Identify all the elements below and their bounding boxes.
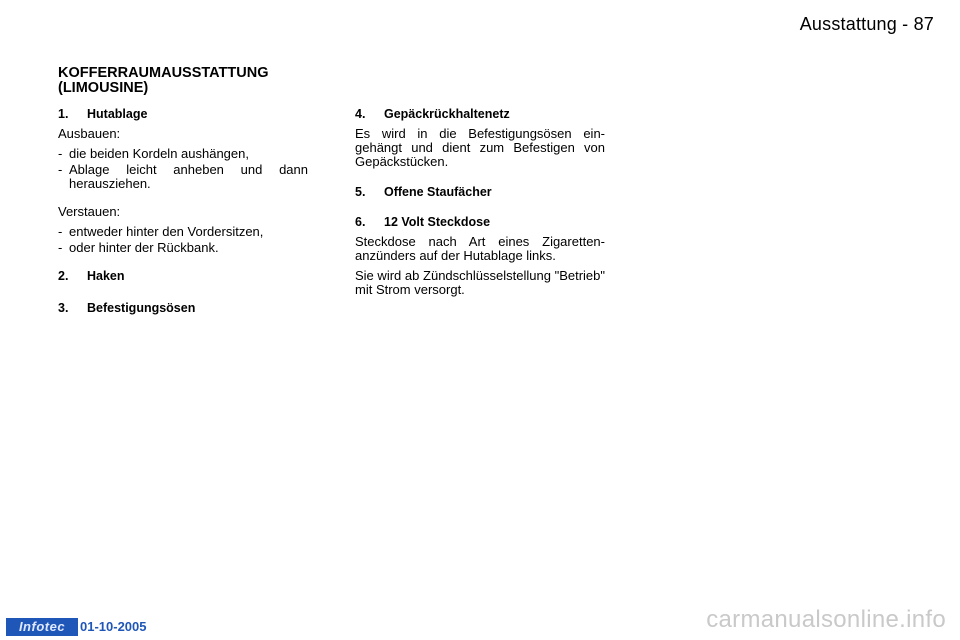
item-4-title: Gepäckrückhaltenetz xyxy=(384,107,510,121)
item-2-heading xyxy=(58,269,308,283)
item-3-number: 3. xyxy=(58,301,69,315)
remove-step-text: Ablage leicht anheben und dann herausziehen. xyxy=(69,162,308,191)
dash-marker: - xyxy=(58,162,63,177)
store-step-text: oder hinter der Rückbank. xyxy=(69,240,219,255)
section-title-line1: KOFFERRAUMAUSSTATTUNG xyxy=(58,65,269,81)
item-2-number: 2. xyxy=(58,269,69,283)
item-4-number: 4. xyxy=(355,107,366,121)
watermark: carmanualsonline.info xyxy=(706,606,946,633)
store-label: Verstauen: xyxy=(58,204,121,219)
store-step-text: entweder hinter den Vordersitzen, xyxy=(69,224,264,239)
item-6-number: 6. xyxy=(355,215,366,229)
remove-label: Ausbauen: xyxy=(58,126,121,141)
right-column xyxy=(355,107,605,303)
page-header: Ausstattung - 87 xyxy=(799,14,934,34)
item-3-heading xyxy=(58,301,308,315)
item-4-text: Es wird in die Befestigungsösen ein-gehängt und dient zum Befestigen von Gepäckstücken. xyxy=(355,126,605,169)
item-2-title: Haken xyxy=(87,269,125,283)
item-1-heading xyxy=(58,107,308,121)
section-title-line2: (LIMOUSINE) xyxy=(58,80,149,96)
item-6-heading xyxy=(355,215,605,229)
item-6-text-2: Sie wird ab Zündschlüsselstellung "Betrieb" mit Strom versorgt. xyxy=(355,268,605,297)
footer-date: 01-10-2005 xyxy=(80,619,147,634)
item-1-title: Hutablage xyxy=(87,107,148,121)
item-6-title: 12 Volt Steckdose xyxy=(384,215,491,229)
dash-marker: - xyxy=(58,224,63,239)
remove-step xyxy=(58,163,308,191)
item-1-number: 1. xyxy=(58,107,69,121)
item-5-number: 5. xyxy=(355,185,366,199)
left-column xyxy=(58,107,308,321)
item-3-title: Befestigungsösen xyxy=(87,301,196,315)
item-6-text-1: Steckdose nach Art eines Zigaretten-anzünders auf der Hutablage links. xyxy=(355,234,605,263)
remove-step-text: die beiden Kordeln aushängen, xyxy=(69,146,249,161)
infotec-logo: Infotec xyxy=(6,618,78,636)
item-5-title: Offene Staufächer xyxy=(384,185,492,199)
section-title xyxy=(58,66,328,96)
item-4-heading xyxy=(355,107,605,121)
remove-step xyxy=(58,147,308,161)
store-step xyxy=(58,225,308,239)
dash-marker: - xyxy=(58,146,63,161)
store-step xyxy=(58,241,308,255)
dash-marker: - xyxy=(58,240,63,255)
item-5-heading xyxy=(355,185,605,199)
